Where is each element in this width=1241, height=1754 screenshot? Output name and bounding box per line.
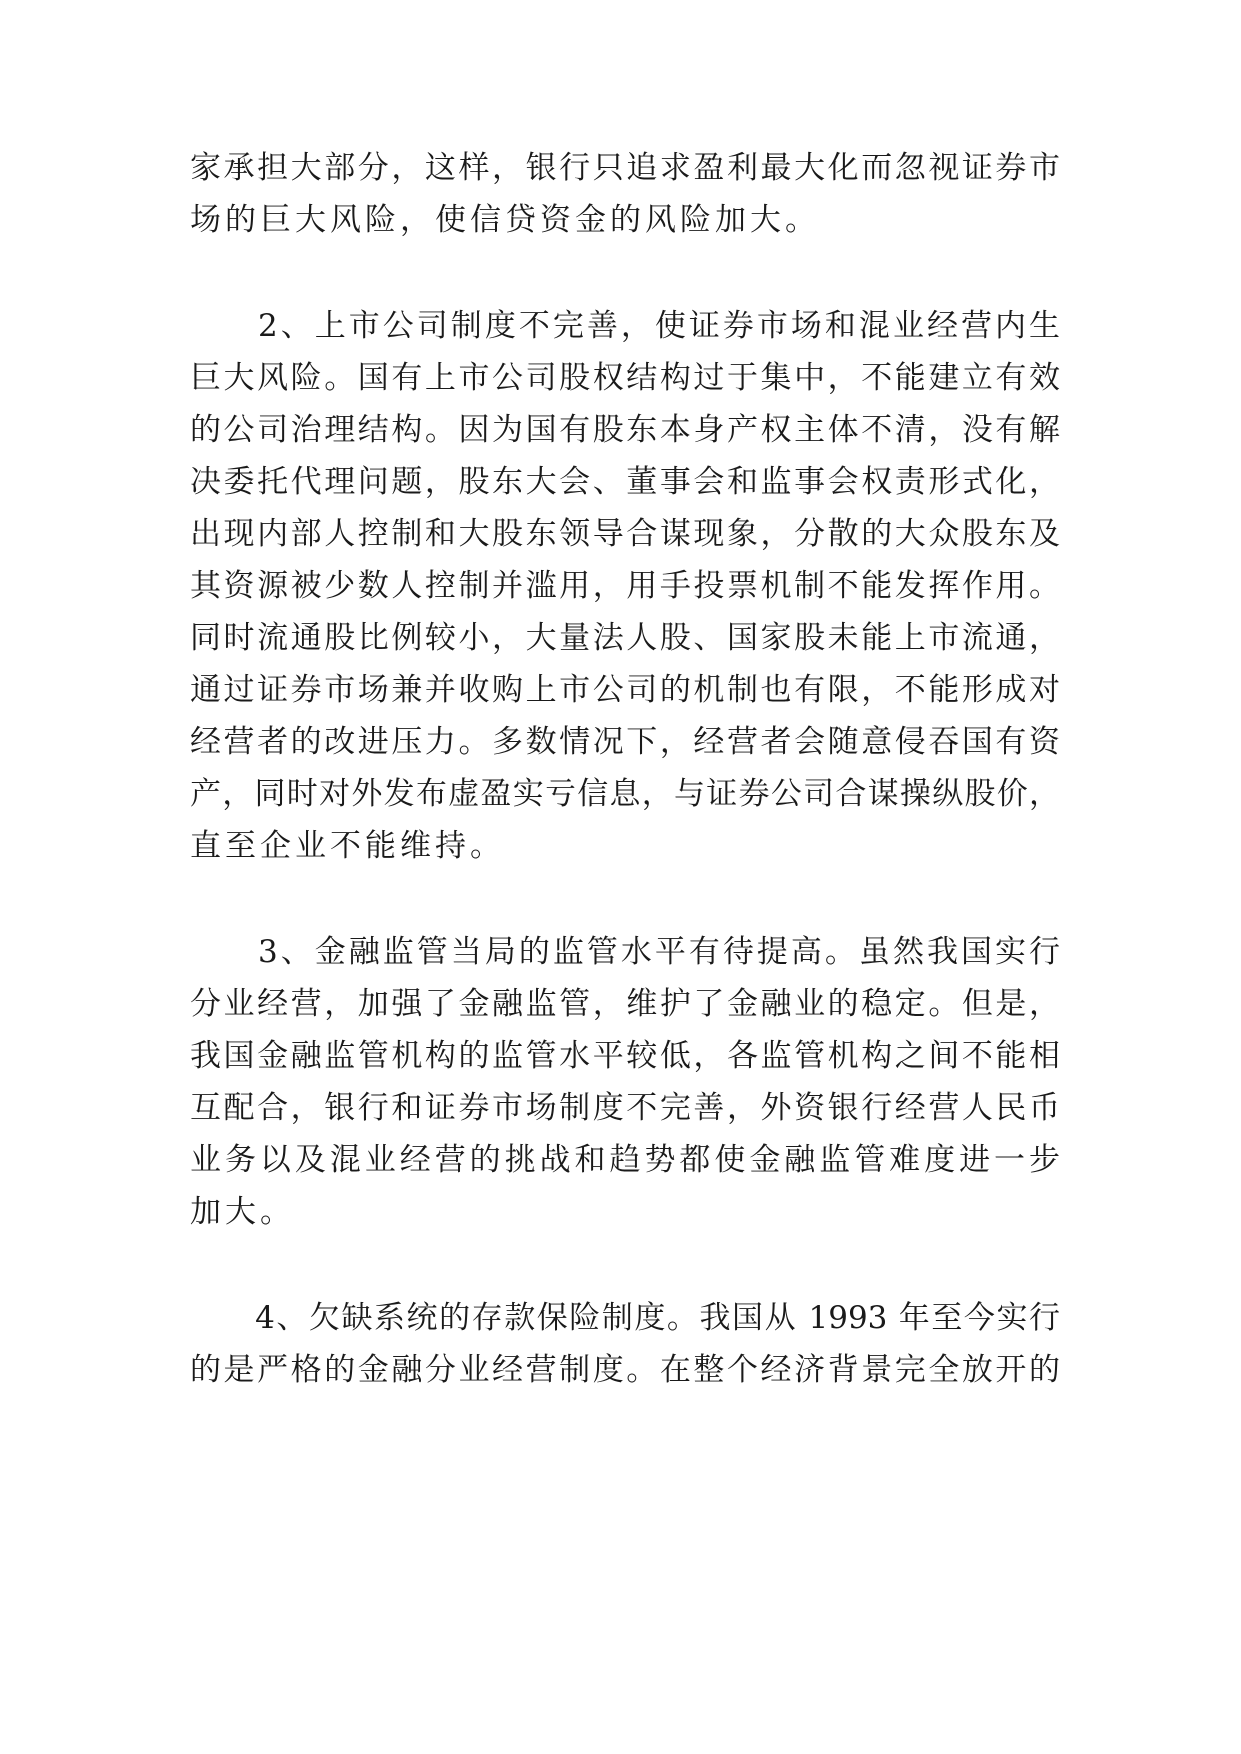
paragraph-4-line-1: 4、欠缺系统的存款保险制度。我国从 1993 年至今实行: [190, 1300, 1060, 1336]
paragraph-3-line-5: 业务以及混业经营的挑战和趋势都使金融监管难度进一步: [190, 1142, 1060, 1178]
paragraph-2-line-10: 产，同时对外发布虚盈实亏信息，与证券公司合谋操纵股价，: [190, 776, 1060, 812]
paragraph-1-line-1: 家承担大部分，这样，银行只追求盈利最大化而忽视证券市: [190, 150, 1060, 186]
paragraph-2-line-5: 出现内部人控制和大股东领导合谋现象，分散的大众股东及: [190, 516, 1060, 552]
paragraph-3-line-3: 我国金融监管机构的监管水平较低，各监管机构之间不能相: [190, 1038, 1060, 1074]
paragraph-3-line-4: 互配合，银行和证券市场制度不完善，外资银行经营人民币: [190, 1090, 1060, 1126]
paragraph-2-line-11: 直至企业不能维持。: [190, 828, 505, 864]
paragraph-2-line-4: 决委托代理问题，股东大会、董事会和监事会权责形式化，: [190, 464, 1060, 500]
paragraph-2-line-1: 2、上市公司制度不完善，使证券市场和混业经营内生: [190, 308, 1060, 344]
paragraph-2-line-7: 同时流通股比例较小，大量法人股、国家股未能上市流通，: [190, 620, 1060, 656]
paragraph-2-line-6: 其资源被少数人控制并滥用，用手投票机制不能发挥作用。: [190, 568, 1060, 604]
paragraph-4-line-2: 的是严格的金融分业经营制度。在整个经济背景完全放开的: [190, 1352, 1060, 1388]
paragraph-2-line-3: 的公司治理结构。因为国有股东本身产权主体不清，没有解: [190, 412, 1060, 448]
paragraph-1-line-2: 场的巨大风险，使信贷资金的风险加大。: [190, 202, 820, 238]
paragraph-3-line-1: 3、金融监管当局的监管水平有待提高。虽然我国实行: [190, 934, 1060, 970]
paragraph-3-line-2: 分业经营，加强了金融监管，维护了金融业的稳定。但是，: [190, 986, 1060, 1022]
paragraph-2-line-2: 巨大风险。国有上市公司股权结构过于集中，不能建立有效: [190, 360, 1060, 396]
paragraph-2-line-9: 经营者的改进压力。多数情况下，经营者会随意侵吞国有资: [190, 724, 1060, 760]
paragraph-2-line-8: 通过证券市场兼并收购上市公司的机制也有限，不能形成对: [190, 672, 1060, 708]
paragraph-3-line-6: 加大。: [190, 1194, 295, 1230]
